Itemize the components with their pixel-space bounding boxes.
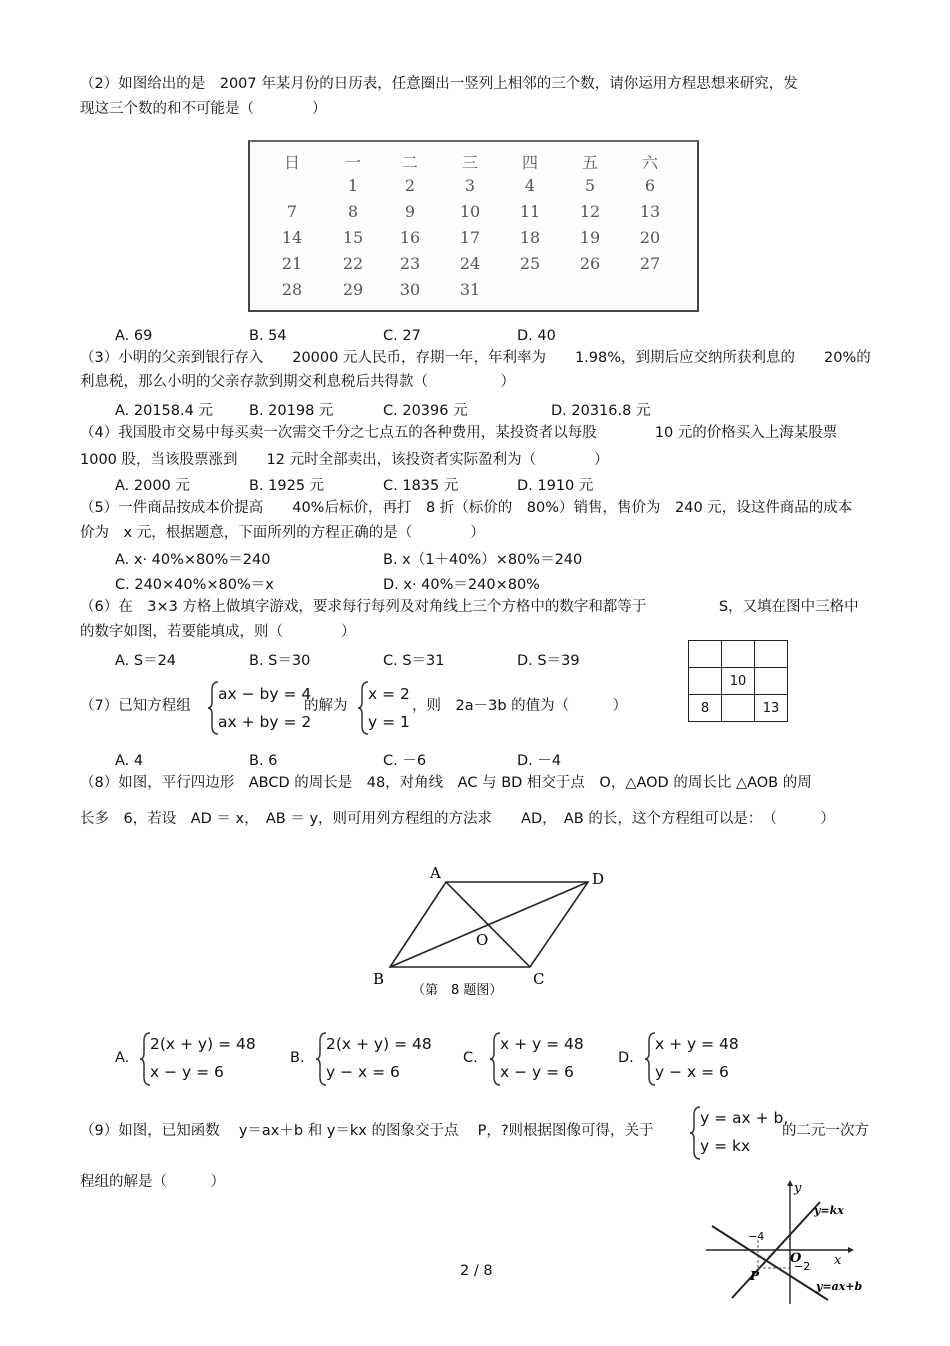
q9-after: 的二元一次方	[782, 1123, 869, 1139]
cal-cell: 24	[459, 254, 481, 273]
q8-option-c-eq1: x + y = 48	[500, 1035, 584, 1053]
cal-h4: 四	[521, 153, 538, 172]
cal-h0: 日	[283, 153, 300, 172]
cal-cell: 19	[579, 228, 601, 247]
q8-option-a-letter[interactable]: A.	[115, 1050, 130, 1066]
cal-h2: 二	[401, 153, 418, 172]
q7-option-a[interactable]: A. 4	[115, 753, 144, 769]
cal-cell: 8	[347, 202, 359, 221]
cal-cell: 15	[342, 228, 364, 247]
magic-square-grid	[688, 640, 788, 722]
q6-option-c[interactable]: C. S＝31	[383, 653, 445, 669]
q7-suffix: ，则 2a－3b 的值为（ ）	[412, 698, 628, 714]
q7-eq2: ax + by = 2	[218, 713, 312, 731]
q2-option-b[interactable]: B. 54	[249, 328, 287, 344]
cal-cell: 2	[404, 176, 416, 195]
q6-option-d[interactable]: D. S＝39	[517, 653, 580, 669]
label-y-kx: y=kx	[814, 1204, 844, 1217]
grid-cell	[755, 668, 788, 695]
label-neg2: −2	[794, 1260, 811, 1273]
q8-text-line2: 长多 6，若设 AD ＝ x， AB ＝ y，则可用列方程组的方法求 AD， AB 的长，这个方程组可以是： （ ）	[80, 811, 835, 827]
q7-option-b[interactable]: B. 6	[249, 753, 278, 769]
q8-option-b-eq1: 2(x + y) = 48	[326, 1035, 432, 1053]
label-y: y	[794, 1181, 802, 1196]
cal-cell: 22	[342, 254, 364, 273]
cal-cell: 14	[281, 228, 303, 247]
q8-option-a-eq1: 2(x + y) = 48	[150, 1035, 256, 1053]
q6-option-a[interactable]: A. S＝24	[115, 653, 177, 669]
grid-cell: 8	[689, 695, 722, 722]
label-b: B	[373, 970, 385, 988]
label-a: A	[430, 864, 441, 882]
cal-cell: 30	[399, 280, 421, 299]
q3-option-c[interactable]: C. 20396 元	[383, 403, 468, 419]
q3-text-line2: 利息税，那么小明的父亲存款到期交利息税后共得款（ ）	[80, 374, 515, 390]
q3-text-line1: （3）小明的父亲到银行存入 20000 元人民币，存期一年，年利率为 1.98%，到期后应交纳所获利息的 20%的	[80, 350, 871, 366]
y-axis-arrow	[787, 1180, 793, 1186]
label-origin: O	[790, 1251, 802, 1266]
q9-text-line2: 程组的解是（ ）	[80, 1174, 225, 1190]
cal-h3: 三	[461, 153, 478, 172]
cal-cell: 28	[281, 280, 303, 299]
q2-option-d[interactable]: D. 40	[517, 328, 556, 344]
cal-cell: 6	[644, 176, 656, 195]
x-axis-arrow	[848, 1247, 854, 1253]
label-neg4: −4	[748, 1230, 765, 1243]
cal-h5: 五	[581, 153, 598, 172]
cal-cell: 10	[459, 202, 481, 221]
q5-text-line1: （5）一件商品按成本价提高 40%后标价，再打 8 折（标价的 80%）销售，售价为 240 元，设这件商品的成本	[80, 500, 853, 516]
label-x: x	[834, 1253, 842, 1268]
q3-option-b[interactable]: B. 20198 元	[249, 403, 334, 419]
label-y-ax-b: y=ax+b	[816, 1280, 863, 1293]
q2-option-c[interactable]: C. 27	[383, 328, 421, 344]
cal-cell: 26	[579, 254, 601, 273]
cal-cell: 9	[404, 202, 416, 221]
q5-option-a[interactable]: A. x· 40%×80%＝240	[115, 552, 271, 568]
q4-text-line1: （4）我国股市交易中每买卖一次需交千分之七点五的各种费用，某投资者以每股 10 元的价格买入上海某股票	[80, 425, 838, 441]
cal-cell: 29	[342, 280, 364, 299]
q7-option-d[interactable]: D. －4	[517, 753, 562, 769]
parallelogram-figure	[370, 862, 620, 1002]
q8-option-c-eq2: x − y = 6	[500, 1063, 574, 1081]
cal-cell: 4	[524, 176, 536, 195]
cal-cell: 18	[519, 228, 541, 247]
cal-h1: 一	[344, 153, 361, 172]
q5-option-c[interactable]: C. 240×40%×80%＝x	[115, 577, 274, 593]
cal-cell: 25	[519, 254, 541, 273]
cal-cell: 21	[281, 254, 303, 273]
q3-option-a[interactable]: A. 20158.4 元	[115, 403, 213, 419]
q6-option-b[interactable]: B. S＝30	[249, 653, 311, 669]
q8-option-b-letter[interactable]: B.	[290, 1050, 305, 1066]
figure-caption: （第 8 题图）	[412, 983, 503, 998]
label-c: C	[533, 970, 545, 988]
q7-sol1: x = 2	[368, 685, 410, 703]
q8-option-b-eq2: y − x = 6	[326, 1063, 400, 1081]
q5-option-b[interactable]: B. x（1＋40%）×80%＝240	[383, 552, 583, 568]
q4-option-b[interactable]: B. 1925 元	[249, 478, 325, 494]
q8-option-a-eq2: x − y = 6	[150, 1063, 224, 1081]
grid-cell: 13	[755, 695, 788, 722]
calendar-image	[248, 140, 699, 312]
q2-option-a[interactable]: A. 69	[115, 328, 153, 344]
grid-cell	[755, 641, 788, 668]
q2-text-line2: 现这三个数的和不可能是（ ）	[80, 101, 327, 117]
grid-cell	[722, 641, 755, 668]
function-graph-figure	[702, 1178, 872, 1308]
q7-eq1: ax − by = 4	[218, 685, 312, 703]
q4-text-line2: 1000 股，当该股票涨到 12 元时全部卖出，该投资者实际盈利为（ ）	[80, 452, 609, 468]
q8-option-d-eq2: y − x = 6	[655, 1063, 729, 1081]
q4-option-c[interactable]: C. 1835 元	[383, 478, 459, 494]
q3-option-d[interactable]: D. 20316.8 元	[551, 403, 651, 419]
cal-cell: 20	[639, 228, 661, 247]
grid-cell: 10	[722, 668, 755, 695]
label-o: O	[476, 931, 489, 949]
grid-cell	[689, 668, 722, 695]
grid-cell	[689, 641, 722, 668]
q8-option-d-eq1: x + y = 48	[655, 1035, 739, 1053]
page-number: 2 / 8	[460, 1263, 493, 1279]
label-p: P	[750, 1269, 760, 1283]
q5-option-d[interactable]: D. x· 40%＝240×80%	[383, 577, 540, 593]
cal-cell: 1	[347, 176, 359, 195]
q6-text-line2: 的数字如图，若要能填成，则（ ）	[80, 624, 356, 640]
q7-prefix: （7）已知方程组	[80, 698, 191, 714]
cal-cell: 11	[519, 202, 541, 221]
q4-option-a[interactable]: A. 2000 元	[115, 478, 190, 494]
q9-eq1: y = ax + b,	[700, 1109, 789, 1127]
q4-option-d[interactable]: D. 1910 元	[517, 478, 594, 494]
label-d: D	[592, 870, 605, 888]
q2-text-line1: （2）如图给出的是 2007 年某月份的日历表，任意圈出一竖列上相邻的三个数，请你运用方程思想来研究，发	[80, 76, 798, 92]
q8-option-d-letter[interactable]: D.	[618, 1050, 634, 1066]
q8-option-c-letter[interactable]: C.	[463, 1050, 478, 1066]
q9-eq2: y = kx	[700, 1137, 751, 1155]
cal-cell: 3	[464, 176, 476, 195]
q9-text-line1: （9）如图，已知函数 y＝ax＋b 和 y＝kx 的图象交于点 P，?则根据图像可得，关于	[80, 1123, 654, 1139]
q8-text-line1: （8）如图，平行四边形 ABCD 的周长是 48，对角线 AC 与 BD 相交于点 O，△AOD 的周长比 △AOB 的周	[80, 775, 812, 791]
q5-text-line2: 价为 x 元，根据题意，下面所列的方程正确的是（ ）	[80, 525, 485, 541]
cal-cell: 17	[459, 228, 481, 247]
cal-cell: 12	[579, 202, 601, 221]
cal-cell: 7	[286, 202, 298, 221]
q7-mid: 的解为	[304, 698, 348, 714]
q6-text-line1: （6）在 3×3 方格上做填字游戏，要求每行每列及对角线上三个方格中的数字和都等于 S，又填在图中三格中	[80, 599, 859, 615]
cal-cell: 27	[639, 254, 661, 273]
cal-cell: 13	[639, 202, 661, 221]
cal-cell: 31	[459, 280, 481, 299]
line-y-ax-b	[712, 1226, 828, 1300]
cal-h6: 六	[641, 153, 658, 172]
cal-cell: 23	[399, 254, 421, 273]
cal-cell: 16	[399, 228, 421, 247]
grid-cell	[722, 695, 755, 722]
q7-option-c[interactable]: C. －6	[383, 753, 427, 769]
q7-sol2: y = 1	[368, 713, 410, 731]
cal-cell: 5	[584, 176, 596, 195]
